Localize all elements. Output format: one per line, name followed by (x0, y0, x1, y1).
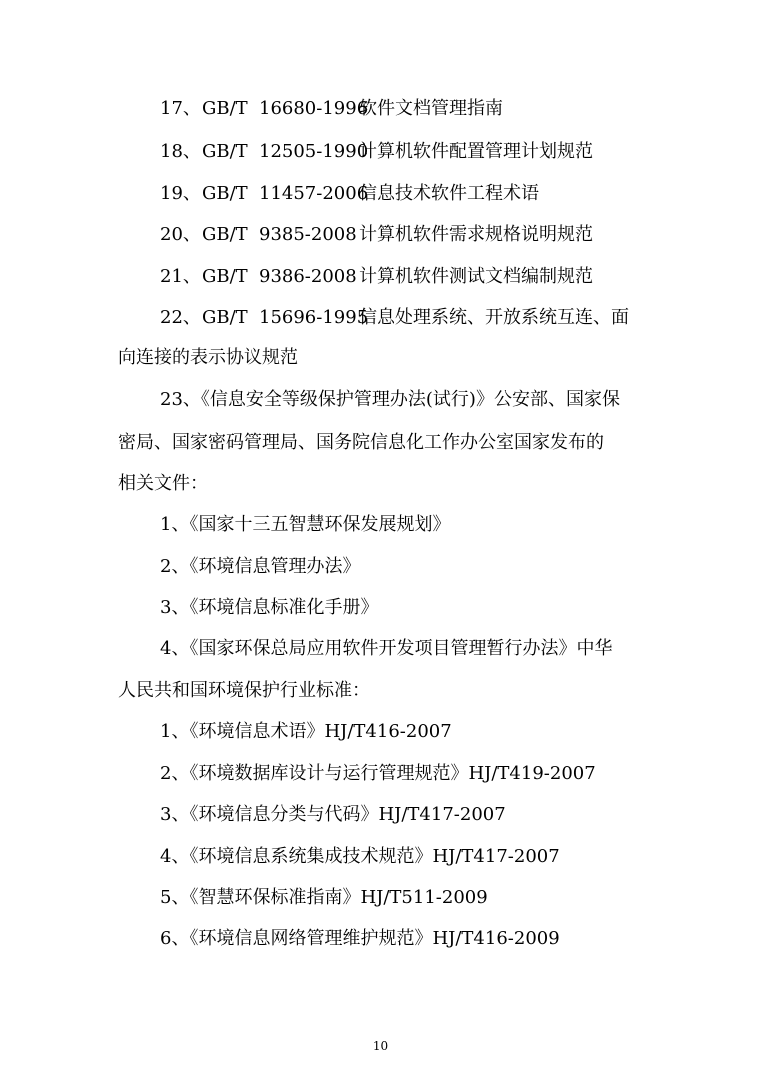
paragraph-line: 人民共和国环境保护行业标准： (118, 680, 370, 701)
standard-year: 11457-2006 (259, 183, 369, 204)
standard-title: 信息处理系统、开放系统互连、面 (359, 307, 629, 328)
paragraph-line: 相关文件： (118, 473, 208, 494)
standard-item-19 (160, 182, 539, 206)
standard-code: GB/T (202, 98, 248, 119)
list-item: 4、《环境信息系统集成技术规范》HJ/T417-2007 (160, 846, 560, 867)
item-number: 18、 (160, 141, 201, 162)
list-item: 6、《环境信息网络管理维护规范》HJ/T416-2009 (160, 928, 560, 949)
standard-title: 信息技术软件工程术语 (359, 183, 539, 204)
standard-title: 计算机软件测试文档编制规范 (359, 266, 593, 287)
standard-year: 15696-1995 (259, 307, 369, 328)
standard-code: GB/T (202, 266, 248, 287)
paragraph-line: 23、《信息安全等级保护管理办法(试行)》公安部、国家保 (160, 389, 620, 410)
standard-title: 计算机软件需求规格说明规范 (359, 224, 593, 245)
list-item: 1、《国家十三五智慧环保发展规划》 (160, 514, 451, 535)
standard-year: 9385-2008 (259, 224, 357, 245)
item-number: 21、 (160, 266, 201, 287)
standard-title: 计算机软件配置管理计划规范 (359, 141, 593, 162)
list-item: 5、《智慧环保标准指南》HJ/T511-2009 (160, 887, 488, 908)
standard-year: 12505-1990 (259, 141, 369, 162)
standard-title: 软件文档管理指南 (359, 98, 503, 119)
list-item: 1、《环境信息术语》HJ/T416-2007 (160, 721, 452, 742)
page-number: 10 (372, 1039, 389, 1053)
list-item: 3、《环境信息标准化手册》 (160, 597, 379, 618)
list-item: 2、《环境数据库设计与运行管理规范》HJ/T419-2007 (160, 763, 596, 784)
standard-item-22 (160, 306, 629, 330)
standard-item-20 (160, 223, 593, 247)
list-item: 3、《环境信息分类与代码》HJ/T417-2007 (160, 804, 506, 825)
item-number: 20、 (160, 224, 201, 245)
standard-code: GB/T (202, 224, 248, 245)
list-item: 4、《国家环保总局应用软件开发项目管理暂行办法》中华 (160, 638, 613, 659)
standard-year: 16680-1996 (259, 98, 369, 119)
standard-code: GB/T (202, 141, 248, 162)
paragraph-line: 向连接的表示协议规范 (118, 347, 298, 368)
item-number: 17、 (160, 98, 201, 119)
standard-code: GB/T (202, 307, 248, 328)
list-item: 2、《环境信息管理办法》 (160, 556, 361, 577)
item-number: 22、 (160, 307, 201, 328)
standard-item-17 (160, 97, 503, 121)
paragraph-line: 密局、国家密码管理局、国务院信息化工作办公室国家发布的 (118, 432, 604, 453)
standard-code: GB/T (202, 183, 248, 204)
standard-item-18 (160, 140, 593, 164)
standard-item-21 (160, 265, 593, 289)
item-number: 19、 (160, 183, 201, 204)
standard-year: 9386-2008 (259, 266, 357, 287)
